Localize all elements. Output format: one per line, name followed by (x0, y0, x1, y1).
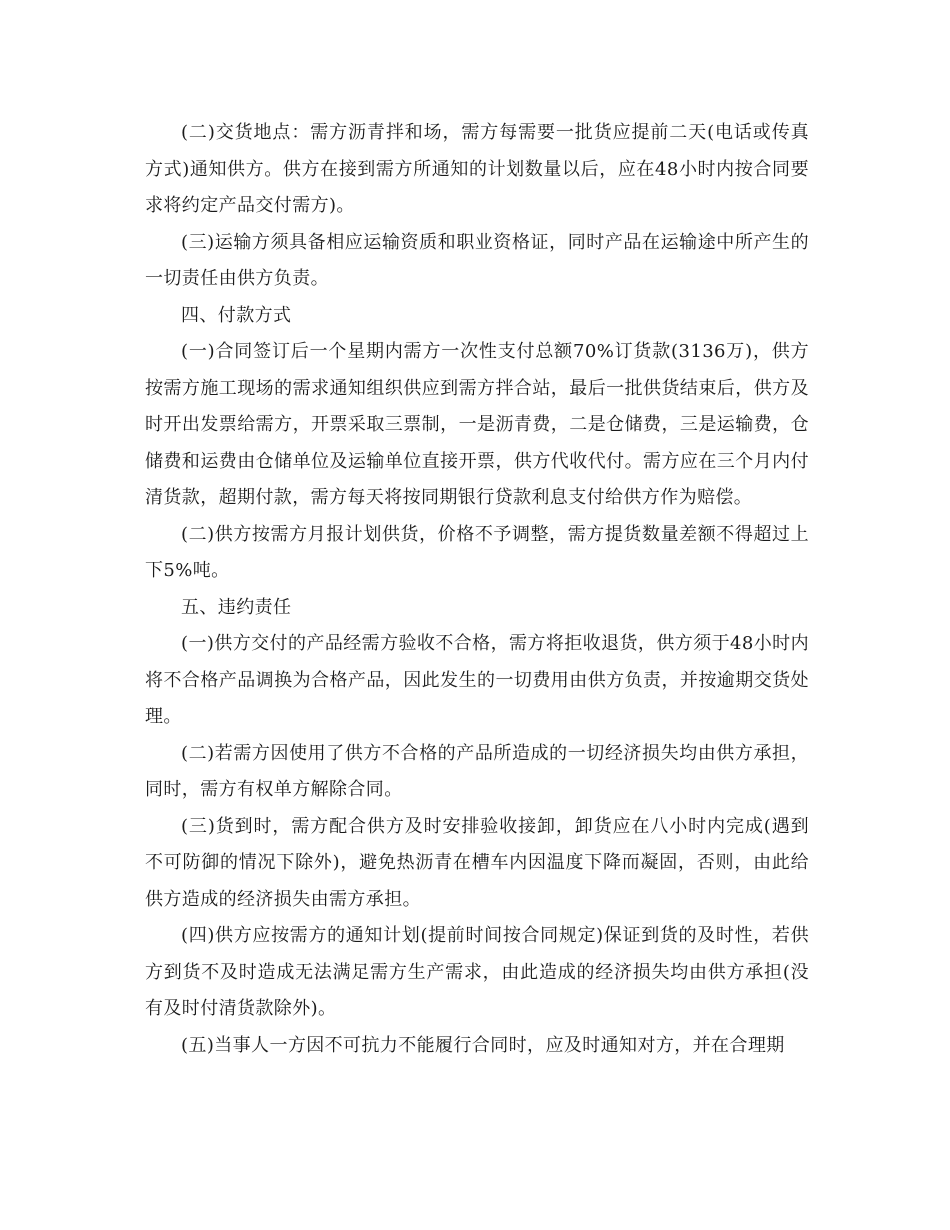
paragraph-delivery-location: (二)交货地点：需方沥青拌和场，需方每需要一批货应提前二天(电话或传真方式)通知供方。供方在接到需方所通知的计划数量以后，应在48小时内按合同要求将约定产品交付需方)。 (145, 122, 809, 216)
section-heading-liability: 五、违约责任 (181, 596, 292, 618)
paragraph-transport-qualification: (三)运输方须具备相应运输资质和职业资格证，同时产品在运输途中所产生的一切责任由供方负责。 (145, 231, 809, 289)
paragraph-payment-deposit: (一)合同签订后一个星期内需方一次性支付总额70%订货款(3136万)，供方按需方施工现场的需求通知组织供应到需方拌合站，最后一批供货结束后，供方及时开出发票给需方，开票采取三票制，一是沥青费，二是仓储费，三是运输费，仓储费和运费由仓储单位及运输单位直接开票，供方代收代付。需方应在三个月内付清货款，超期付款，需方每天将按同期银行贷款利息支付给供方作为赔偿。 (145, 341, 809, 508)
paragraph-monthly-supply: (二)供方按需方月报计划供货，价格不予调整，需方提货数量差额不得超过上下5%吨。 (145, 523, 809, 581)
section-heading-payment: 四、付款方式 (181, 304, 292, 326)
paragraph-force-majeure: (五)当事人一方因不可抗力不能履行合同时，应及时通知对方，并在合理期 (181, 1034, 785, 1056)
paragraph-quality-rejection: (一)供方交付的产品经需方验收不合格，需方将拒收退货，供方须于48小时内将不合格产品调换为合格产品，因此发生的一切费用由供方负责，并按逾期交货处理。 (145, 633, 809, 727)
document-body (145, 115, 809, 1064)
paragraph-loss-by-supplier: (二)若需方因使用了供方不合格的产品所造成的一切经济损失均由供方承担，同时，需方有权单方解除合同。 (145, 742, 809, 800)
paragraph-timely-delivery: (四)供方应按需方的通知计划(提前时间按合同规定)保证到货的及时性，若供方到货不及时造成无法满足需方生产需求，由此造成的经济损失均由供方承担(没有及时付清货款除外)。 (145, 925, 809, 1019)
paragraph-unloading: (三)货到时，需方配合供方及时安排验收接卸，卸货应在八小时内完成(遇到不可防御的情况下除外)，避免热沥青在槽车内因温度下降而凝固，否则，由此给供方造成的经济损失由需方承担。 (145, 815, 809, 910)
